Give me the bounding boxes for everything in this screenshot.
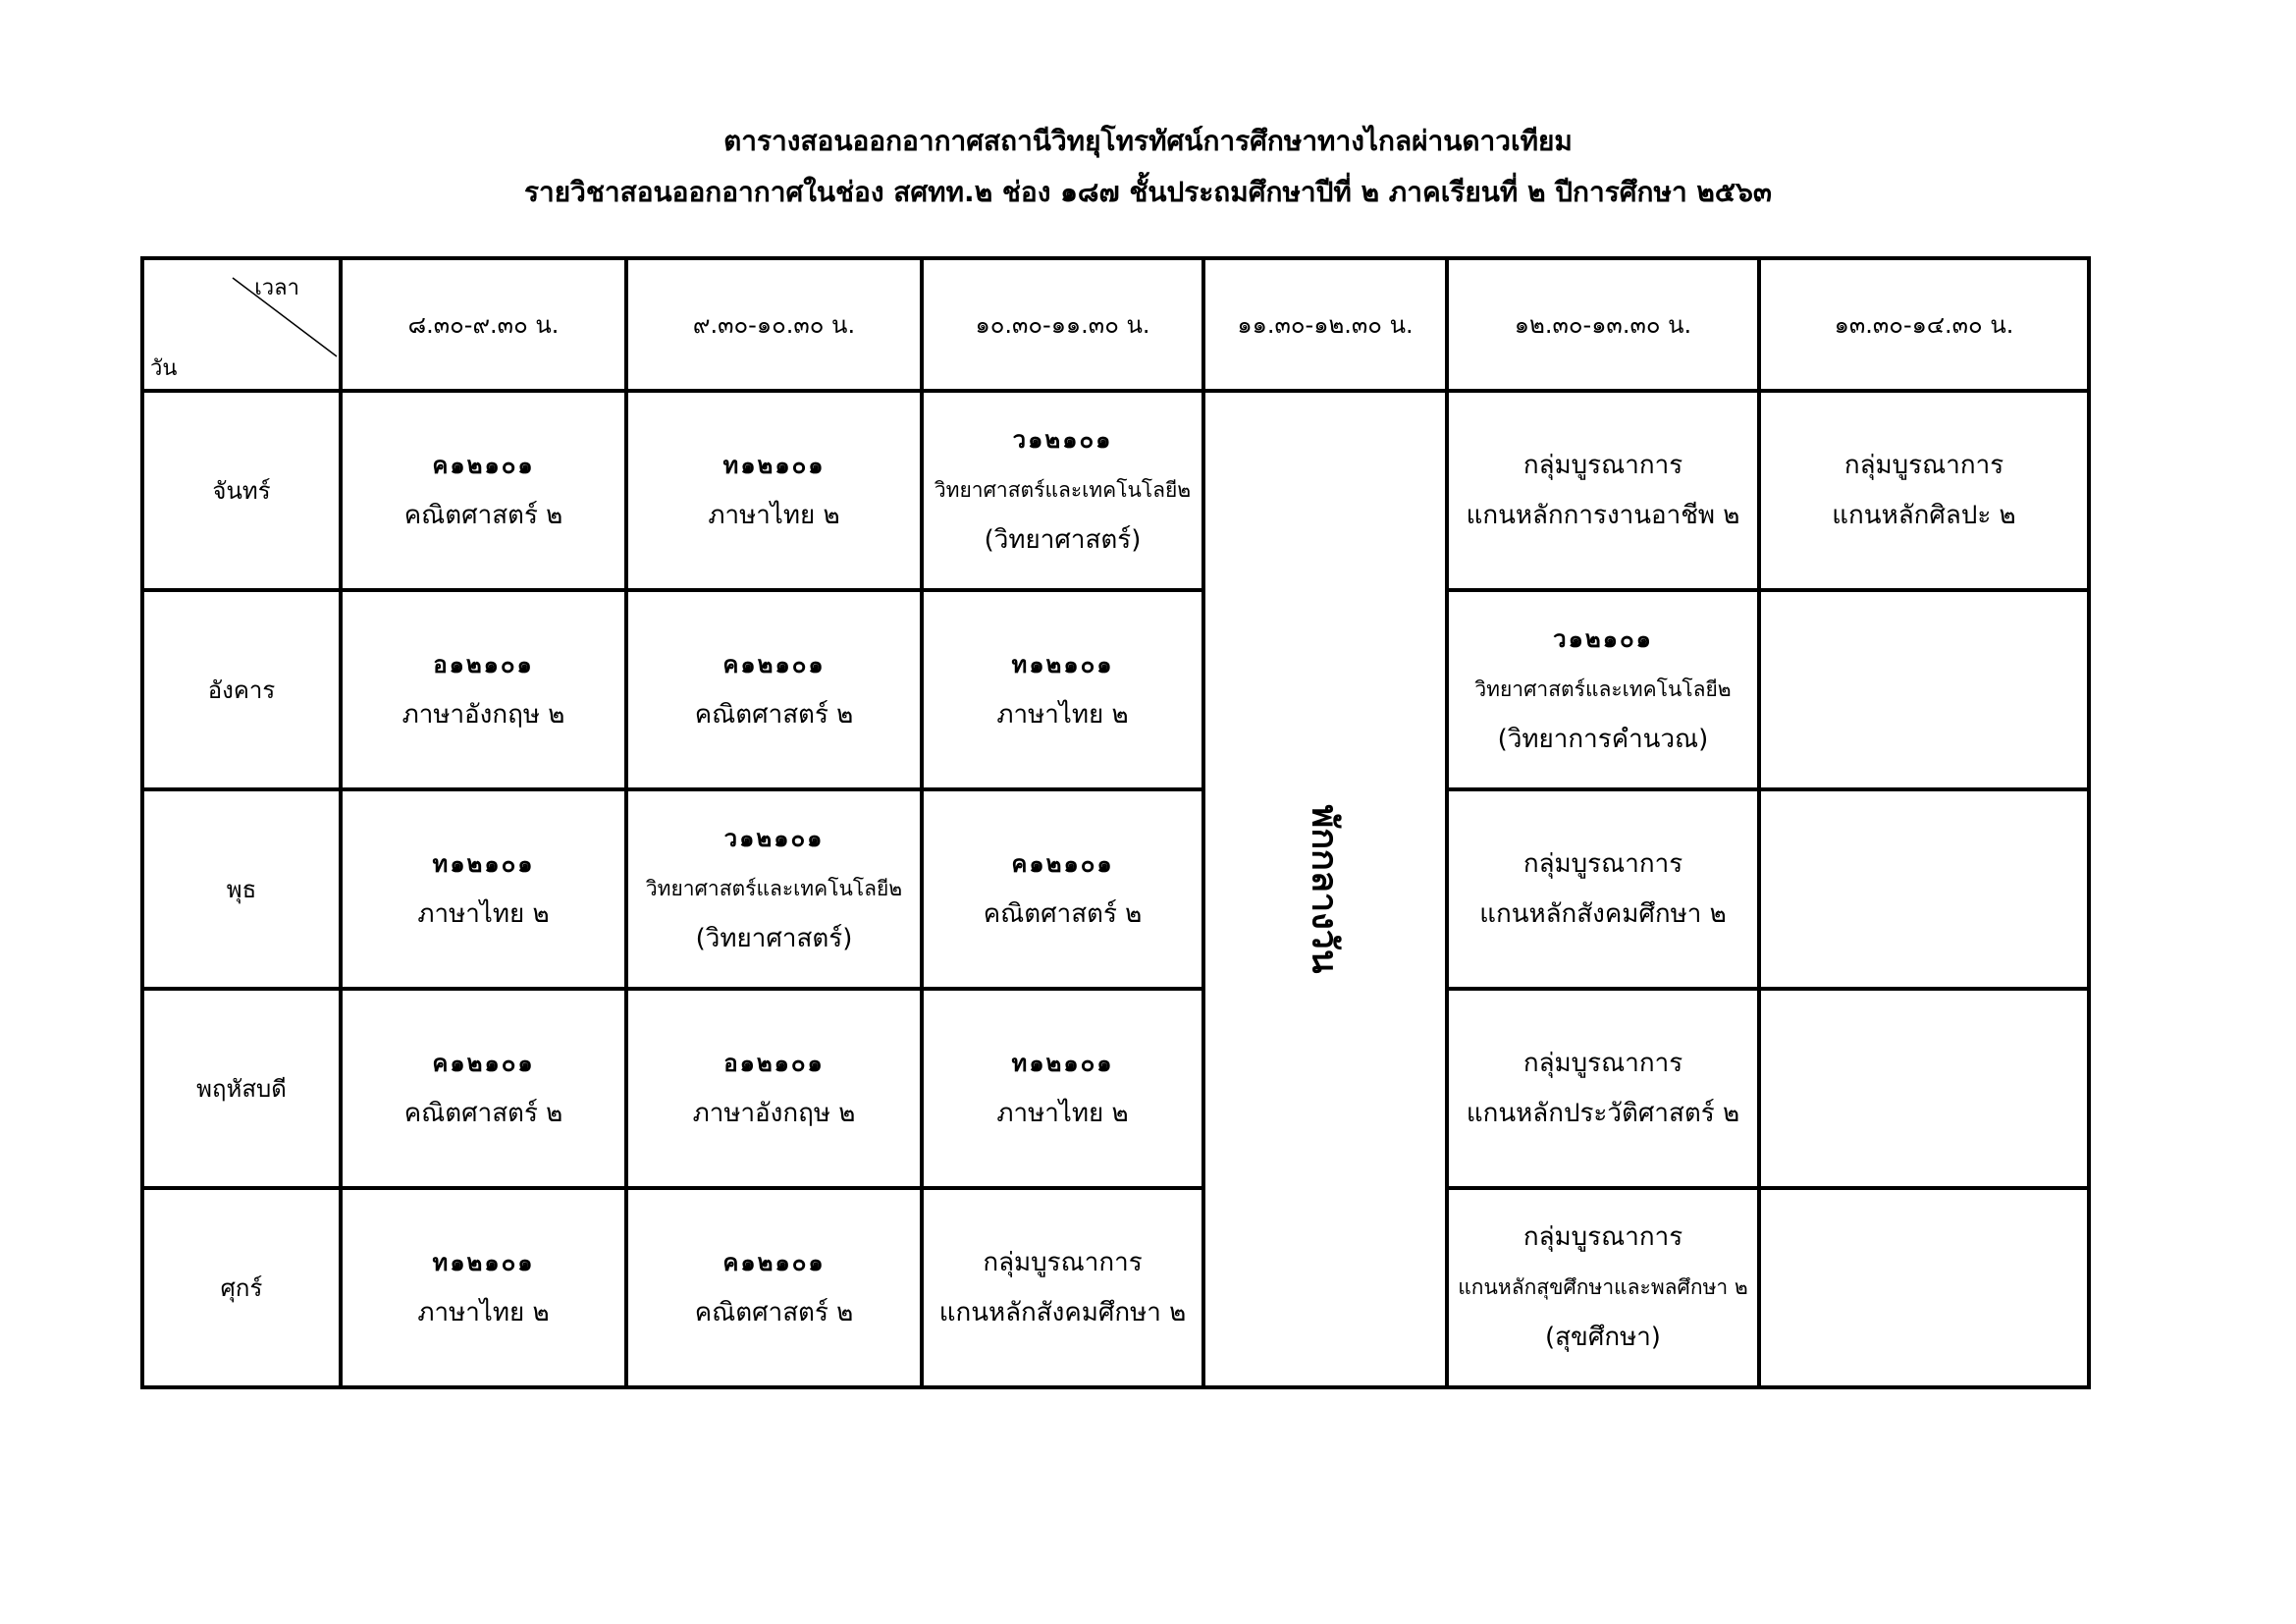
schedule-cell [341, 1188, 626, 1387]
time-header-2: ๙.๓๐-๑๐.๓๐ น. [626, 258, 922, 391]
subject-code: กลุ่มบูรณาการ [1843, 450, 2004, 480]
subject-name: คณิตศาสตร์ ๒ [694, 699, 854, 730]
subject-name: ภาษาไทย ๒ [996, 699, 1129, 730]
subject-name: วิทยาศาสตร์และเทคโนโลยี๒ [934, 478, 1192, 502]
schedule-cell [1447, 989, 1759, 1188]
subject-code: ค๑๒๑๐๑ [1011, 849, 1114, 878]
lunch-break-cell [1203, 391, 1447, 1387]
subject-name: คณิตศาสตร์ ๒ [403, 1098, 563, 1128]
subject-name: คณิตศาสตร์ ๒ [403, 500, 563, 530]
schedule-cell [922, 789, 1203, 989]
subject-code: ค๑๒๑๐๑ [722, 1248, 826, 1276]
schedule-cell [1759, 590, 2089, 789]
schedule-cell [341, 789, 626, 989]
day-name-cell: ศุกร์ [142, 1188, 341, 1387]
subject-code: ว๑๒๑๐๑ [1553, 625, 1653, 653]
schedule-cell [922, 391, 1203, 590]
subject-code: ว๑๒๑๐๑ [1012, 426, 1113, 454]
schedule-cell [626, 391, 922, 590]
subject-name: วิทยาศาสตร์และเทคโนโลยี๒ [1474, 677, 1732, 701]
subject-code: ท๑๒๑๐๑ [1011, 1049, 1114, 1077]
subject-code: กลุ่มบูรณาการ [1522, 1222, 1683, 1252]
subject-name: ภาษาไทย ๒ [708, 500, 840, 530]
subject-note: (วิทยาศาสตร์) [984, 525, 1142, 555]
subject-code: ค๑๒๑๐๑ [722, 650, 826, 678]
day-row [142, 789, 2089, 989]
schedule-cell [1447, 1188, 1759, 1387]
subject-name: แกนหลักสุขศึกษาและพลศึกษา ๒ [1458, 1275, 1748, 1299]
subject-name: ภาษาไทย ๒ [996, 1098, 1129, 1128]
subject-name: ภาษาไทย ๒ [417, 898, 550, 929]
subject-code: อ๑๒๑๐๑ [723, 1049, 825, 1077]
broadcast-schedule-table [140, 256, 2091, 1389]
schedule-cell [1447, 590, 1759, 789]
subject-name: คณิตศาสตร์ ๒ [983, 898, 1143, 929]
schedule-cell [626, 1188, 922, 1387]
schedule-cell [341, 391, 626, 590]
day-name-cell: อังคาร [142, 590, 341, 789]
subject-code: ค๑๒๑๐๑ [432, 451, 535, 479]
schedule-cell [922, 1188, 1203, 1387]
subject-code: ท๑๒๑๐๑ [432, 849, 535, 878]
day-row [142, 1188, 2089, 1387]
subject-name: แกนหลักสังคมศึกษา ๒ [1479, 898, 1727, 929]
schedule-cell [1759, 1188, 2089, 1387]
day-name-cell: จันทร์ [142, 391, 341, 590]
subject-code: กลุ่มบูรณาการ [1522, 848, 1683, 879]
document-title: ตารางสอนออกอากาศสถานีวิทยุโทรทัศน์การศึกษาทางไกลผ่านดาวเทียม [723, 125, 1573, 157]
schedule-cell [1759, 789, 2089, 989]
subject-name: ภาษาอังกฤษ ๒ [692, 1098, 856, 1128]
subject-name: ภาษาไทย ๒ [417, 1297, 550, 1327]
day-name-cell: พฤหัสบดี [142, 989, 341, 1188]
schedule-cell [626, 590, 922, 789]
subject-code: ท๑๒๑๐๑ [1011, 650, 1114, 678]
corner-cell [142, 258, 341, 391]
day-row [142, 590, 2089, 789]
subject-code: ท๑๒๑๐๑ [432, 1248, 535, 1276]
subject-name: ภาษาอังกฤษ ๒ [401, 699, 565, 730]
time-header-4: ๑๑.๓๐-๑๒.๓๐ น. [1203, 258, 1447, 391]
subject-note: (วิทยาการคำนวณ) [1497, 725, 1709, 754]
schedule-cell [1447, 789, 1759, 989]
lunch-break-label: พักกลางวัน [1304, 804, 1345, 974]
schedule-cell [341, 590, 626, 789]
day-name-cell: พุธ [142, 789, 341, 989]
subject-name: วิทยาศาสตร์และเทคโนโลยี๒ [645, 877, 903, 900]
schedule-cell [922, 590, 1203, 789]
subject-note: (วิทยาศาสตร์) [695, 924, 853, 953]
schedule-cell [922, 989, 1203, 1188]
day-row [142, 391, 2089, 590]
subject-name: แกนหลักศิลปะ ๒ [1832, 500, 2016, 530]
subject-code: ท๑๒๑๐๑ [722, 451, 826, 479]
time-header-5: ๑๒.๓๐-๑๓.๓๐ น. [1447, 258, 1759, 391]
subject-code: กลุ่มบูรณาการ [983, 1247, 1143, 1277]
day-axis-label: วัน [150, 356, 178, 381]
schedule-cell [1447, 391, 1759, 590]
day-row [142, 989, 2089, 1188]
schedule-cell [1759, 391, 2089, 590]
subject-code: ว๑๒๑๐๑ [723, 825, 825, 852]
subject-code: อ๑๒๑๐๑ [433, 650, 534, 678]
subject-name: แกนหลักการงานอาชีพ ๒ [1466, 500, 1740, 530]
time-header-1: ๘.๓๐-๙.๓๐ น. [341, 258, 626, 391]
subject-code: ค๑๒๑๐๑ [432, 1049, 535, 1077]
schedule-cell [1759, 989, 2089, 1188]
document-subtitle: รายวิชาสอนออกอากาศในช่อง สศทท.๒ ช่อง ๑๘๗ ชั้นประถมศึกษาปีที่ ๒ ภาคเรียนที่ ๒ ปีการศึกษา ๒๕๖๓ [523, 176, 1772, 208]
subject-name: คณิตศาสตร์ ๒ [694, 1297, 854, 1327]
time-header-6: ๑๓.๓๐-๑๔.๓๐ น. [1759, 258, 2089, 391]
time-header-3: ๑๐.๓๐-๑๑.๓๐ น. [922, 258, 1203, 391]
subject-code: กลุ่มบูรณาการ [1522, 450, 1683, 480]
header-row [142, 258, 2089, 391]
subject-code: กลุ่มบูรณาการ [1522, 1048, 1683, 1078]
schedule-cell [626, 989, 922, 1188]
schedule-cell [341, 989, 626, 1188]
time-axis-label: เวลา [254, 276, 299, 300]
subject-name: แกนหลักสังคมศึกษา ๒ [938, 1297, 1187, 1327]
schedule-cell [626, 789, 922, 989]
subject-name: แกนหลักประวัติศาสตร์ ๒ [1466, 1098, 1740, 1128]
subject-note: (สุขศึกษา) [1545, 1323, 1661, 1352]
